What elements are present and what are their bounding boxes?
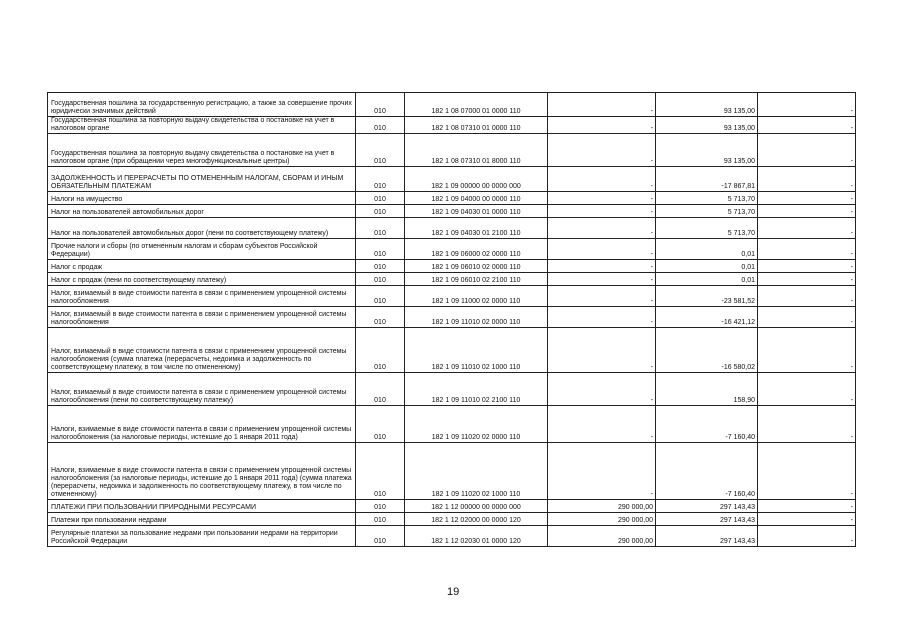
row-kbk-cell: 182 1 08 07310 01 8000 110 — [405, 134, 548, 167]
row-kbk-cell: 182 1 09 04000 00 0000 110 — [405, 192, 548, 205]
row-code-cell: 010 — [356, 526, 405, 547]
row-plan-cell: - — [548, 406, 656, 443]
row-code-cell: 010 — [356, 307, 405, 328]
row-kbk-cell: 182 1 08 07000 01 0000 110 — [405, 93, 548, 117]
row-code-cell: 010 — [356, 134, 405, 167]
row-name-cell: Налог на пользователей автомобильных дорог — [48, 205, 356, 218]
table-row — [48, 273, 856, 286]
row-code-cell: 010 — [356, 93, 405, 117]
row-exec-cell: -23 581,52 — [656, 286, 758, 307]
row-code-cell: 010 — [356, 239, 405, 260]
row-name-cell: Налог, взимаемый в виде стоимости патента в связи с применением упрощенной системы налогообложения — [48, 286, 356, 307]
row-name-cell: Налог с продаж — [48, 260, 356, 273]
row-name-cell: Государственная пошлина за повторную выдачу свидетельства о постановке на учет в налоговом органе — [48, 117, 356, 134]
row-plan-cell: - — [548, 273, 656, 286]
row-plan-cell: - — [548, 117, 656, 134]
table-row — [48, 373, 856, 406]
row-kbk-cell: 182 1 12 02030 01 0000 120 — [405, 526, 548, 547]
table-row — [48, 205, 856, 218]
table-row — [48, 526, 856, 547]
row-plan-cell: - — [548, 373, 656, 406]
row-plan-cell: 290 000,00 — [548, 526, 656, 547]
row-kbk-cell: 182 1 09 04030 01 0000 110 — [405, 205, 548, 218]
row-rest-cell: - — [758, 134, 856, 167]
row-code-cell: 010 — [356, 286, 405, 307]
row-rest-cell: - — [758, 239, 856, 260]
row-kbk-cell: 182 1 09 11000 02 0000 110 — [405, 286, 548, 307]
page-number: 19 — [447, 586, 460, 598]
row-rest-cell: - — [758, 192, 856, 205]
row-code-cell: 010 — [356, 443, 405, 500]
row-name-cell: Государственная пошлина за повторную выдачу свидетельства о постановке на учет в налоговом органе (при обращении через многофункциональные центры) — [48, 134, 356, 167]
row-kbk-cell: 182 1 09 11010 02 1000 110 — [405, 328, 548, 373]
row-name-cell: Налоги на имущество — [48, 192, 356, 205]
table-row — [48, 513, 856, 526]
row-name-cell: ЗАДОЛЖЕННОСТЬ И ПЕРЕРАСЧЕТЫ ПО ОТМЕНЕННЫМ НАЛОГАМ, СБОРАМ И ИНЫМ ОБЯЗАТЕЛЬНЫМ ПЛАТЕЖАМ — [48, 167, 356, 192]
row-kbk-cell: 182 1 09 06000 02 0000 110 — [405, 239, 548, 260]
row-plan-cell: - — [548, 167, 656, 192]
row-code-cell: 010 — [356, 205, 405, 218]
row-exec-cell: 93 135,00 — [656, 134, 758, 167]
row-rest-cell: - — [758, 406, 856, 443]
row-code-cell: 010 — [356, 500, 405, 513]
table-row — [48, 307, 856, 328]
row-code-cell: 010 — [356, 328, 405, 373]
row-kbk-cell: 182 1 09 00000 00 0000 000 — [405, 167, 548, 192]
table-row — [48, 328, 856, 373]
row-name-cell: ПЛАТЕЖИ ПРИ ПОЛЬЗОВАНИИ ПРИРОДНЫМИ РЕСУРСАМИ — [48, 500, 356, 513]
row-exec-cell: -16 580,02 — [656, 328, 758, 373]
row-exec-cell: 0,01 — [656, 260, 758, 273]
row-rest-cell: - — [758, 286, 856, 307]
row-exec-cell: -7 160,40 — [656, 443, 758, 500]
row-kbk-cell: 182 1 09 06010 02 2100 110 — [405, 273, 548, 286]
table-row — [48, 93, 856, 117]
row-code-cell: 010 — [356, 167, 405, 192]
row-name-cell: Налог с продаж (пени по соответствующему платежу) — [48, 273, 356, 286]
row-name-cell: Налог на пользователей автомобильных дорог (пени по соответствующему платежу) — [48, 218, 356, 239]
row-plan-cell: - — [548, 443, 656, 500]
row-name-cell: Налог, взимаемый в виде стоимости патента в связи с применением упрощенной системы налогообложения (сумма платежа (перерасчеты, недоимка и задолженность по соответствующему платежу, в том числе по отмененному) — [48, 328, 356, 373]
row-plan-cell: - — [548, 134, 656, 167]
row-rest-cell: - — [758, 260, 856, 273]
row-kbk-cell: 182 1 09 11020 02 1000 110 — [405, 443, 548, 500]
row-exec-cell: -17 867,81 — [656, 167, 758, 192]
row-rest-cell: - — [758, 526, 856, 547]
row-plan-cell: - — [548, 307, 656, 328]
row-rest-cell: - — [758, 513, 856, 526]
row-rest-cell: - — [758, 373, 856, 406]
row-code-cell: 010 — [356, 513, 405, 526]
row-exec-cell: 297 143,43 — [656, 526, 758, 547]
row-plan-cell: - — [548, 192, 656, 205]
row-kbk-cell: 182 1 12 00000 00 0000 000 — [405, 500, 548, 513]
row-code-cell: 010 — [356, 117, 405, 134]
row-plan-cell: - — [548, 93, 656, 117]
row-kbk-cell: 182 1 12 02000 00 0000 120 — [405, 513, 548, 526]
row-name-cell: Налоги, взимаемые в виде стоимости патента в связи с применением упрощенной системы налогообложения (за налоговые периоды, истекшие до 1 января 2011 года) — [48, 406, 356, 443]
row-exec-cell: 297 143,43 — [656, 513, 758, 526]
row-plan-cell: - — [548, 239, 656, 260]
row-exec-cell: 5 713,70 — [656, 192, 758, 205]
row-plan-cell: - — [548, 218, 656, 239]
row-code-cell: 010 — [356, 373, 405, 406]
table-row — [48, 406, 856, 443]
table-row — [48, 239, 856, 260]
row-exec-cell: 5 713,70 — [656, 218, 758, 239]
row-rest-cell: - — [758, 218, 856, 239]
table-row — [48, 134, 856, 167]
row-rest-cell: - — [758, 273, 856, 286]
row-rest-cell: - — [758, 167, 856, 192]
row-rest-cell: - — [758, 117, 856, 134]
table-row — [48, 443, 856, 500]
row-name-cell: Налоги, взимаемые в виде стоимости патента в связи с применением упрощенной системы налогообложения (за налоговые периоды, истекшие до 1 января 2011 года) (сумма платежа (перерасчеты, недоимка и задолженность по соответствующему платежу, в том числе по отмененному) — [48, 443, 356, 500]
table-row — [48, 286, 856, 307]
row-name-cell: Налог, взимаемый в виде стоимости патента в связи с применением упрощенной системы налогообложения — [48, 307, 356, 328]
row-kbk-cell: 182 1 09 11010 02 2100 110 — [405, 373, 548, 406]
row-plan-cell: - — [548, 205, 656, 218]
row-kbk-cell: 182 1 09 06010 02 0000 110 — [405, 260, 548, 273]
row-code-cell: 010 — [356, 273, 405, 286]
row-kbk-cell: 182 1 09 04030 01 2100 110 — [405, 218, 548, 239]
table-row — [48, 500, 856, 513]
row-kbk-cell: 182 1 09 11020 02 0000 110 — [405, 406, 548, 443]
row-plan-cell: - — [548, 328, 656, 373]
row-name-cell: Регулярные платежи за пользование недрами при пользовании недрами на территории Российской Федерации — [48, 526, 356, 547]
table-row — [48, 218, 856, 239]
row-rest-cell: - — [758, 500, 856, 513]
row-code-cell: 010 — [356, 260, 405, 273]
row-plan-cell: 290 000,00 — [548, 500, 656, 513]
row-code-cell: 010 — [356, 192, 405, 205]
row-name-cell: Налог, взимаемый в виде стоимости патента в связи с применением упрощенной системы налогообложения (пени по соответствующему платежу) — [48, 373, 356, 406]
row-rest-cell: - — [758, 443, 856, 500]
row-kbk-cell: 182 1 08 07310 01 0000 110 — [405, 117, 548, 134]
row-code-cell: 010 — [356, 406, 405, 443]
row-exec-cell: -7 160,40 — [656, 406, 758, 443]
row-exec-cell: 297 143,43 — [656, 500, 758, 513]
row-name-cell: Платежи при пользовании недрами — [48, 513, 356, 526]
row-name-cell: Государственная пошлина за государственную регистрацию, а также за совершение прочих юридически значимых действий — [48, 93, 356, 117]
row-rest-cell: - — [758, 328, 856, 373]
row-name-cell: Прочие налоги и сборы (по отмененным налогам и сборам субъектов Российской Федерации) — [48, 239, 356, 260]
table-row — [48, 167, 856, 192]
row-exec-cell: 93 135,00 — [656, 93, 758, 117]
row-plan-cell: - — [548, 260, 656, 273]
table-row — [48, 192, 856, 205]
row-exec-cell: 0,01 — [656, 239, 758, 260]
row-rest-cell: - — [758, 307, 856, 328]
table-row — [48, 260, 856, 273]
row-plan-cell: 290 000,00 — [548, 513, 656, 526]
row-exec-cell: 5 713,70 — [656, 205, 758, 218]
row-code-cell: 010 — [356, 218, 405, 239]
row-exec-cell: 0,01 — [656, 273, 758, 286]
row-plan-cell: - — [548, 286, 656, 307]
row-rest-cell: - — [758, 205, 856, 218]
row-exec-cell: 93 135,00 — [656, 117, 758, 134]
row-rest-cell: - — [758, 93, 856, 117]
table-row — [48, 117, 856, 134]
income-table — [47, 92, 856, 547]
row-kbk-cell: 182 1 09 11010 02 0000 110 — [405, 307, 548, 328]
row-exec-cell: 158,90 — [656, 373, 758, 406]
row-exec-cell: -16 421,12 — [656, 307, 758, 328]
